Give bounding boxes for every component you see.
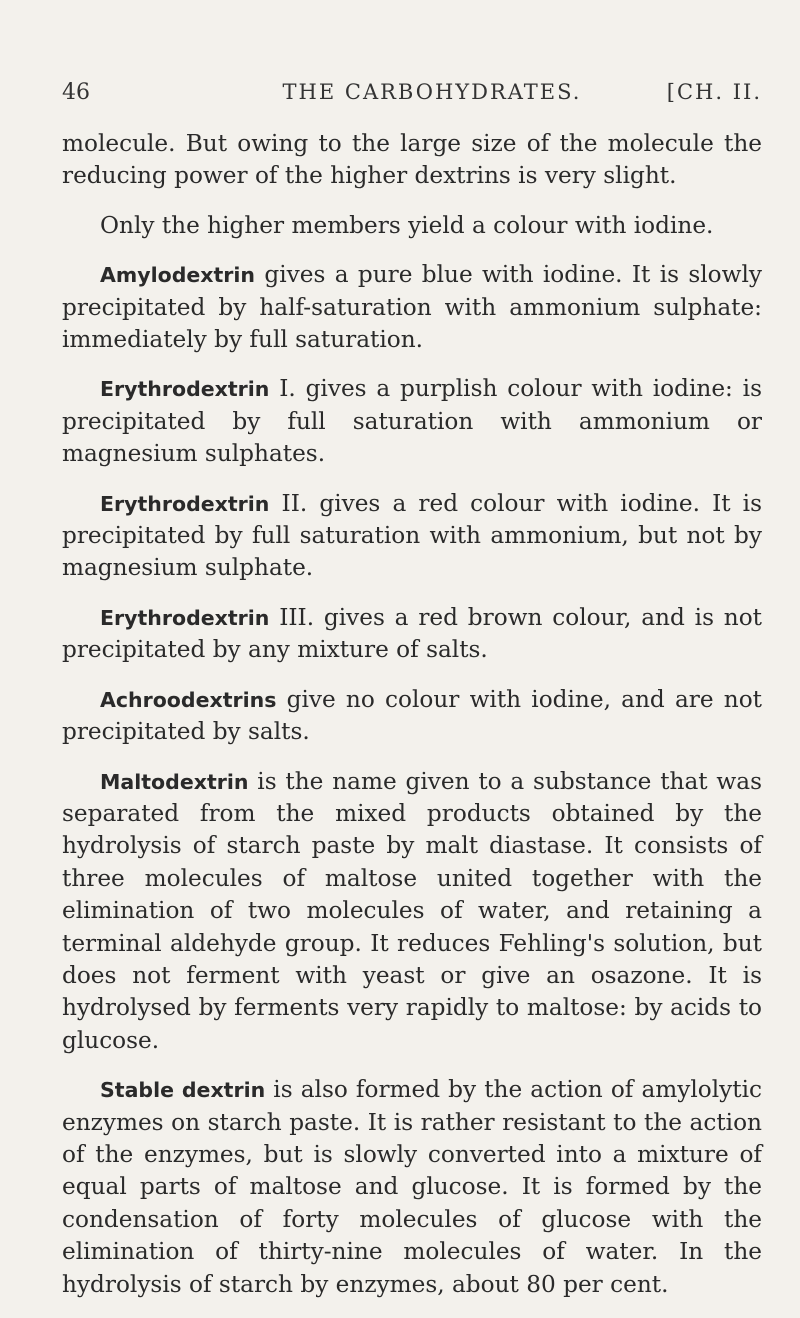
term-heading: Achroodextrins	[100, 687, 277, 712]
paragraph-maltodextrin	[62, 766, 762, 1058]
paragraph-erythrodextrin-2	[62, 488, 762, 585]
paragraph-achroodextrins	[62, 684, 762, 749]
paragraph-iodine-note	[62, 210, 762, 242]
paragraph-text: I. gives a purplish colour with iodine: is precipitated by full saturation with ammonium or magnesium sulphates.	[62, 375, 762, 468]
paragraph-text: give no colour with iodine, and are not precipitated by salts.	[62, 685, 762, 746]
running-title: THE CARBOHYDRATES.	[282, 80, 582, 104]
paragraph-stable-dextrin	[62, 1074, 762, 1301]
term-heading: Erythrodextrin	[100, 605, 270, 630]
chapter-label: [CH. II.	[666, 80, 762, 104]
paragraph-text: gives a pure blue with iodine. It is slowly precipitated by half-saturation with ammonium sulphate: immediately by full saturation.	[62, 261, 762, 354]
term-heading: Amylodextrin	[100, 263, 256, 288]
paragraph-text: molecule. But owing to the large size of the molecule the reducing power of the higher dextrins is very slight.	[62, 130, 762, 190]
term-heading: Maltodextrin	[100, 769, 249, 794]
page-body	[62, 128, 762, 1318]
paragraph-amylodextrin	[62, 259, 762, 356]
paragraph-erythrodextrin-3	[62, 602, 762, 667]
paragraph-text: II. gives a red colour with iodine. It is precipitated by full saturation with ammonium, but not by magnesium sulphate.	[62, 489, 762, 582]
page-number: 46	[62, 80, 90, 105]
term-heading: Stable dextrin	[100, 1078, 266, 1103]
paragraph-text: is the name given to a substance that was separated from the mixed products obtained by the hydrolysis of starch paste by malt diastase. It consists of three molecules of maltose united together with the elimination of two molecules of water, and retaining a terminal aldehyde group. It reduces Fehling's solution, but does not ferment with yeast or give an osazone. It is hydrolysed by ferments very rapidly to maltose: by acids to glucose.	[62, 767, 762, 1054]
running-header	[62, 80, 762, 110]
term-heading: Erythrodextrin	[100, 377, 270, 402]
paragraph-erythrodextrin-1	[62, 373, 762, 470]
paragraph-text: Only the higher members yield a colour with iodine.	[100, 211, 714, 239]
paragraph-text: is also formed by the action of amylolytic enzymes on starch paste. It is rather resistant to the action of the enzymes, but is slowly converted into a mixture of equal parts of maltose and glucose. It is formed by the condensation of forty molecules of glucose with the elimination of thirty-nine molecules of water. In the hydrolysis of starch by enzymes, about 80 per cent.	[62, 1076, 762, 1298]
paragraph-text: III. gives a red brown colour, and is not precipitated by any mixture of salts.	[62, 603, 762, 664]
term-heading: Erythrodextrin	[100, 491, 270, 516]
paragraph-continuation	[62, 128, 762, 193]
